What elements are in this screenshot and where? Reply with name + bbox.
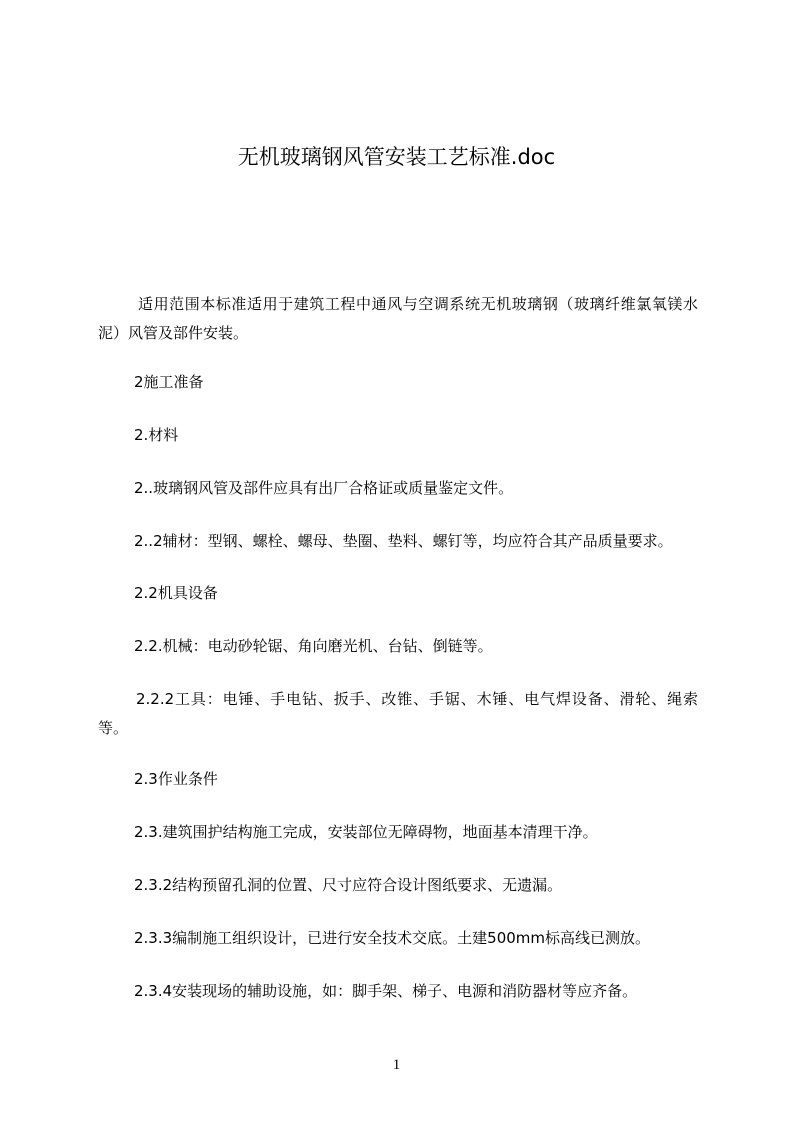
paragraph-frp-duct-certificate: 2..玻璃钢风管及部件应具有出厂合格证或质量鉴定文件。 [134,479,514,497]
heading-materials: 2.材料 [134,426,179,444]
paragraph-enclosure-complete: 2.3.建筑围护结构施工完成，安装部位无障碍物，地面基本清理干净。 [134,823,598,841]
paragraph-construction-plan: 2.3.3编制施工组织设计，已进行安全技术交底。土建500mm标高线已测放。 [134,929,651,947]
paragraph-auxiliary-facilities: 2.3.4安装现场的辅助设施，如：脚手架、梯子、电源和消防器材等应齐备。 [134,982,638,1000]
page-number: 1 [392,1057,401,1073]
heading-construction-prep: 2施工准备 [134,373,204,391]
heading-work-conditions: 2.3作业条件 [134,770,218,788]
paragraph-reserved-holes: 2.3.2结构预留孔洞的位置、尺寸应符合设计图纸要求、无遗漏。 [134,876,563,894]
paragraph-auxiliary-materials: 2..2辅材：型钢、螺栓、螺母、垫圈、垫料、螺钉等，均应符合其产品质量要求。 [134,532,673,550]
paragraph-machinery: 2.2.机械：电动砂轮锯、角向磨光机、台钻、倒链等。 [134,637,493,655]
paragraph-tools: 2.2.2工具：电锤、手电钻、扳手、改锥、手锯、木锤、电气焊设备、滑轮、绳索等。 [98,690,698,737]
document-title: 无机玻璃钢风管安装工艺标准.doc [237,145,556,169]
paragraph-scope: 适用范围本标准适用于建筑工程中通风与空调系统无机玻璃钢（玻璃纤维氯氧镁水泥）风管及部件安装。 [98,295,698,342]
heading-equipment: 2.2机具设备 [134,584,218,602]
